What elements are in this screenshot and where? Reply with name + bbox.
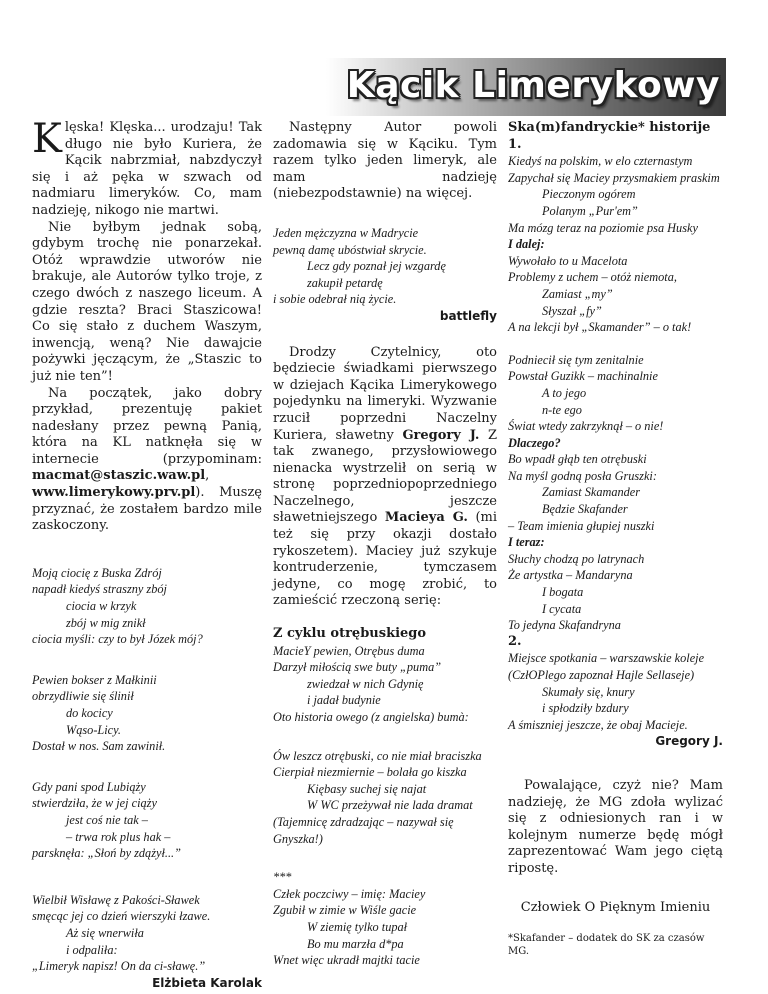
poem-mandaryna: Słuchy chodzą po latrynach Że artystka – Mandaryna I bogata I cycata To jedyna Skafandryna (508, 551, 645, 633)
column-3 (508, 120, 723, 958)
email-link[interactable]: macmat@staszic.waw.pl (32, 468, 206, 484)
poem-puma: MacieY pewien, Otrębus duma Darzył miłością swe buty „puma” zwiedzał w nich Gdynię i jadał budynie Oto historia owego (z angielska) bumà: (273, 643, 469, 724)
poem-lubiaz: Gdy pani spod Lubiąży stwierdziła, że w jej ciąży jest coś nie tak – – trwa rok plus hak – parsknęła: „Słoń by zdążył...” (32, 779, 181, 861)
poem-macelot: Wywołało to u Macelota Problemy z uchem – otóż niemota, Zamiast „my” Słyszał „fy” A na lekcji był „Skamander” – o tak! (508, 253, 692, 335)
website-link[interactable]: www.limerykowy.prv.pl (32, 485, 196, 501)
poem-ciocia: Moją ciocię z Buska Zdrój napadł kiedyś straszny zbój ciocia w krzyk zbój w mig znikł ciocia myśli: czy to był Józek mój? (32, 565, 203, 647)
poem-guzikk: Podniecił się tym zenitalnie Powstał Guzikk – machinalnie A to jego n-te ego Świat wtedy zakrzyknął – o nie! Dlaczego? (508, 352, 664, 450)
series-heading: Ska(m)fandryckie* historije (508, 120, 711, 135)
section-heading: Z cyklu otrębuskiego (273, 626, 427, 642)
next-author-paragraph: Następny Autor powoli zadomawia się w Kąciku. Tym razem tylko jeden limeryk, ale mam nadzieję (niebezpodstawnie) na więcej. (273, 120, 497, 202)
poem-leszcz: Ów leszcz otrębuski, co nie miał braciszka Cierpiał niezmiernie – bolała go kiszka Kiębasy suchej się najat W WC przeżywał nie lada dramat (Tajemnicę zdradzając – nazywał się Gnyszka!) (273, 748, 482, 846)
poem-wislawa: Wielbił Wisławę z Pakości-Sławek smęcąc jej co dzień wierszyki łzawe. Aż się wnerwiła i odpaliła: „Limeryk napisz! On da ci-sławę.” (32, 892, 211, 974)
page-title: Kącik Limerykowy (346, 65, 720, 106)
column-1 (32, 116, 262, 991)
complaint-paragraph: Nie byłbym jednak sobą, gdybym trochę nie ponarzekał. Otóż wprawdzie utworów nie brakuje, ale Autorów tylko troje, z czego dwóch z naszego liceum. A gdzie reszta? Braci Staszicowa! Co się stało z duchem Waszym, inwencją, weną? Nie dawajcie pożywki jęczącym, że „Staszic to już nie ten”! (32, 219, 262, 384)
author-signature: Gregory J. (655, 734, 723, 749)
part-number: 2. (508, 633, 522, 649)
author-signature: battlefly (439, 308, 497, 323)
part-number: 1. (508, 136, 522, 152)
column-2 (273, 120, 497, 969)
drop-cap: K (32, 116, 62, 162)
author-signature: Elżbieta Karolak (152, 975, 262, 990)
poem-ogor: Kiedyś na polskim, w elo czternastym Zapychał się Maciey przysmakiem praskim Pieczonym ogórem Polanym „Pur'em” Ma mózg teraz na poziomie psa Husky I dalej: (508, 154, 720, 252)
intro-paragraph: Klęska! Klęska... urodzaju! Tak długo nie było Kuriera, że Kącik nabrzmiał, nabzdyczył się i aż pęka w szwach od nadmiaru limeryków. Co, mam nadzieję, nikogo nie martwi. (32, 116, 262, 218)
poem-madryt: Jeden mężczyzna w Madrycie pewną damę ubóstwiał skrycie. Lecz gdy poznał jej wzgardę zakupił petardę i sobie odebrał nią życie. (273, 225, 446, 307)
poem-separator: *** (273, 870, 292, 885)
footnote: *Skafander – dodatek do SK za czasów MG. (508, 933, 705, 958)
poem-koleje: Miejsce spotkania – warszawskie koleje (CzłOPlego zapoznał Hajle Sellaseje) Skumały się, knury i spłodziły bzdury A śmiszniej jeszcze, że obaj Macieje. (508, 651, 705, 732)
editor-signature: Człowiek O Pięknym Imieniu (520, 899, 711, 915)
closing-paragraph: Powalające, czyż nie? Mam nadzieję, że MG zdoła wylizać się z odniesionych ran i w kolejnym numerze będę mógł zaprezentować Wam jego ciętą ripostę. (508, 777, 723, 876)
poem-skafander: Bo wpadł głąb ten otrębuski Na myśl godną posła Gruszki: Zamiast Skamander Będzie Skafander – Team imienia głupiej nuszki I teraz: (508, 452, 657, 550)
poem-gacie: Człek poczciwy – imię: Maciey Zgubił w zimie w Wiśle gacie W ziemię tylko tupał Bo mu marzła d*pa Wnet więc ukradł majtki tacie (273, 886, 426, 968)
poem-bokser: Pewien bokser z Małkinii obrzydliwie się ślinił do kocicy Wąso-Licy. Dostał w nos. Sam zawinił. (32, 672, 166, 754)
contact-paragraph: Na początek, jako dobry przykład, prezentuję pakiet nadesłany przez pewną Panią, która na KL natknęła się w internecie (przypominam: macmat@staszic.waw.pl, www.limerykowy.prv.pl). Muszę przyznać, że zostałem bardzo mile zaskoczony. (32, 385, 262, 534)
duel-paragraph: Drodzy Czytelnicy, oto będziecie świadkami pierwszego w dziejach Kącika Limerykowego pojedynku na limeryki. Wyzwanie rzucił poprzedni Naczelny Kuriera, sławetny Gregory J. Z tak zwanego, przysłowiowego nienacka wystrzelił on serią w stronę poprzedniopoprzedniego Naczelnego, jeszcze sławetniejszego Macieya G. (mi też się przy okazji dostało rykoszetem). Maciey już szykuje kontruderzenie, tymczasem jedyne, co mogę zrobić, to zamieścić rzeczoną serię: (273, 344, 497, 609)
